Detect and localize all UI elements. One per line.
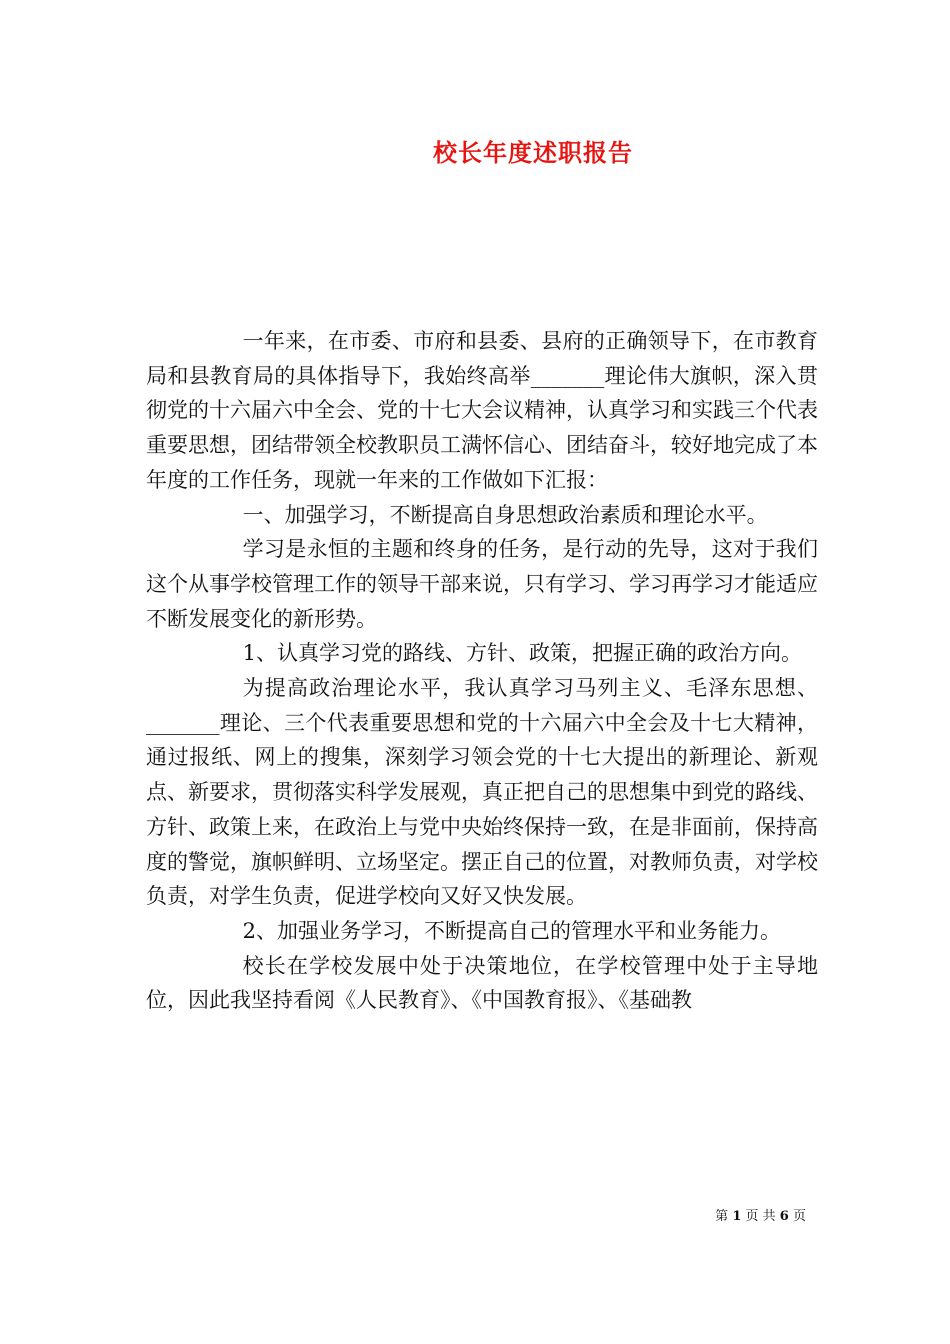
paragraph-intro: 一年来，在市委、市府和县委、县府的正确领导下，在市教育局和县教育局的具体指导下，我始终高举_______理论伟大旗帜，深入贯彻党的十六届六中全会、党的十七大会议精神，认真学习和实践三个代表重要思想，团结带领全校教职员工满怀信心、团结奋斗，较好地完成了本年度的工作任务，现就一年来的工作做如下汇报：: [146, 329, 818, 492]
document-title: 校长年度述职报告: [433, 138, 633, 167]
paragraph-subheading-1: 1、认真学习党的路线、方针、政策，把握正确的政治方向。: [242, 641, 802, 666]
paragraph-section-heading-1: 一、加强学习，不断提高自身思想政治素质和理论水平。: [242, 502, 768, 527]
footer-suffix: 页: [792, 1209, 806, 1224]
paragraph-subheading-2: 2、加强业务学习，不断提高自己的管理水平和业务能力。: [242, 918, 781, 943]
page-number-footer: [0, 1205, 806, 1224]
footer-current-page: 1: [732, 1209, 742, 1224]
paragraph-political-theory: 为提高政治理论水平，我认真学习马列主义、毛泽东思想、_______理论、三个代表重要思想和党的十六届六中全会及十七大精神，通过报纸、网上的搜集，深刻学习领会党的十七大提出的新理论、新观点、新要求，贯彻落实科学发展观，真正把自己的思想集中到党的路线、方针、政策上来，在政治上与党中央始终保持一致，在是非面前，保持高度的警觉，旗帜鲜明、立场坚定。摆正自己的位置，对教师负责，对学校负责，对学生负责，促进学校向又好又快发展。: [146, 676, 818, 909]
footer-middle: 页 共: [745, 1209, 776, 1224]
footer-total-pages: 6: [779, 1209, 789, 1224]
footer-prefix: 第: [715, 1209, 729, 1224]
paragraph-learning: 学习是永恒的主题和终身的任务，是行动的先导，这对于我们这个从事学校管理工作的领导干部来说，只有学习、学习再学习才能适应不断发展变化的新形势。: [146, 537, 818, 631]
paragraph-principal-role: 校长在学校发展中处于决策地位，在学校管理中处于主导地位，因此我坚持看阅《人民教育》、《中国教育报》、《基础教: [146, 953, 818, 1013]
document-body: [146, 324, 818, 1018]
